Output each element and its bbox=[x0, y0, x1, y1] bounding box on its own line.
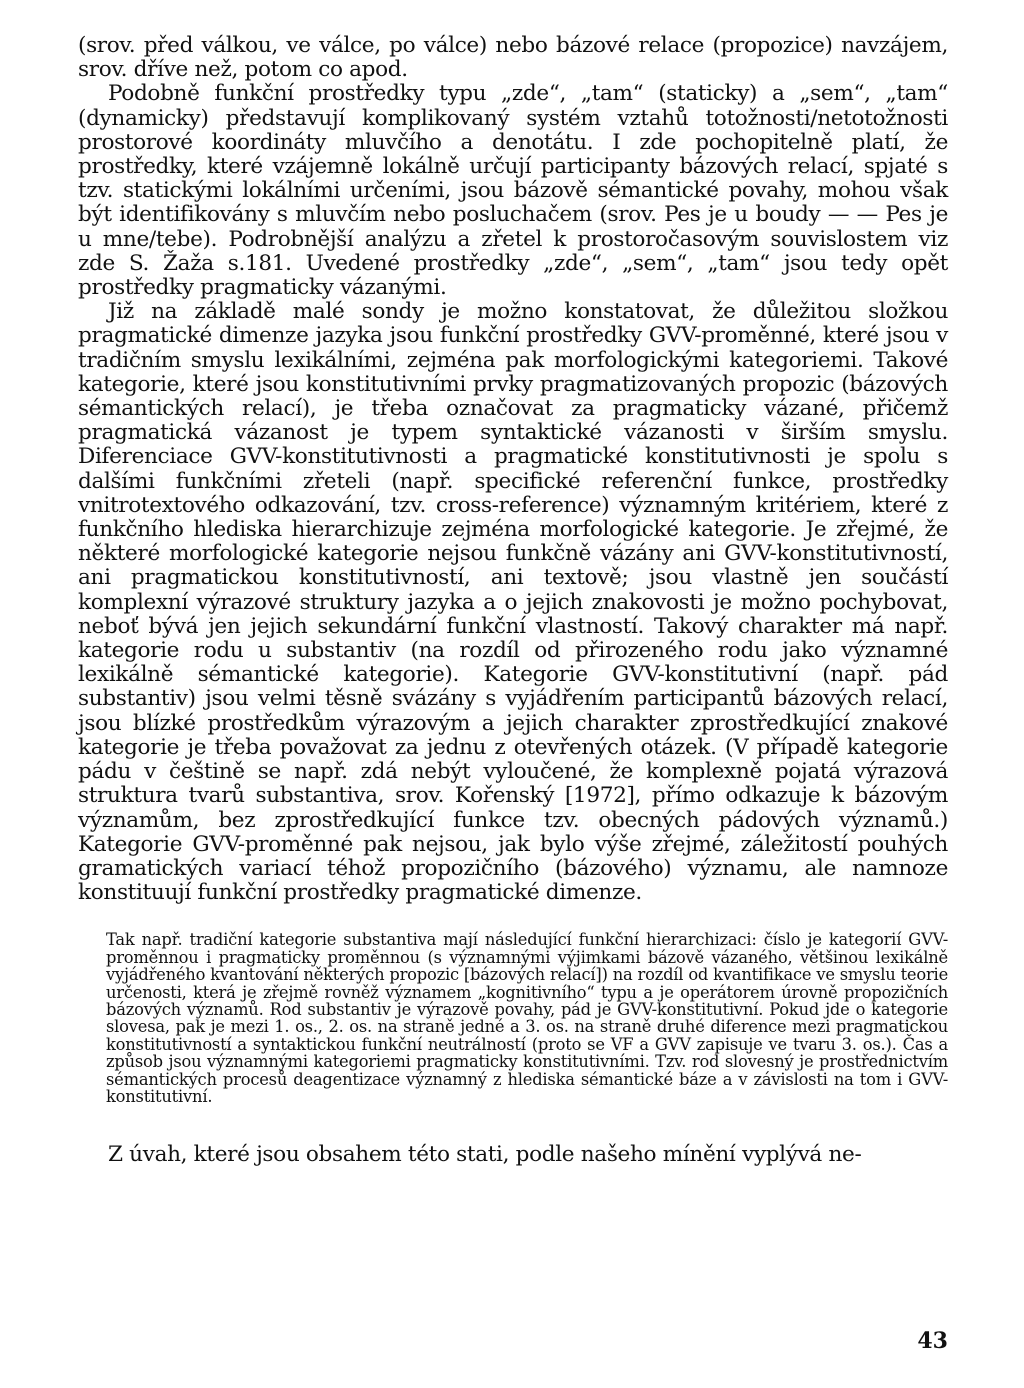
paragraph-2: Podobně funkční prostředky typu „zde“, „tam“ (staticky) a „sem“, „tam“ (dynamicky) představují komplikovaný systém vztahů totožnosti/netotožnosti prostorové koordináty mluvčího a denotátu. I zde pochopitelně platí, že prostředky, které vzájemně lokálně určují participanty bázových relací, spjaté s tzv. statickými lokálními určeními, jsou bázově sémantické povahy, mohou však být identifikovány s mluvčím nebo posluchačem (srov. Pes je u boudy — — Pes je u mne/tebe). Podrobnější analýzu a zřetel k prostoročasovým souvislostem viz zde S. Žaža s.181. Uvedené prostředky „zde“, „sem“, „tam“ jsou tedy opět prostředky pragmaticky vázanými. bbox=[78, 81, 948, 301]
page-number: 43 bbox=[917, 1328, 948, 1354]
page-content bbox=[78, 34, 948, 1167]
paragraph-1: (srov. před válkou, ve válce, po válce) nebo bázové relace (propozice) navzájem, srov. dříve než, potom co apod. bbox=[78, 33, 948, 83]
closing-paragraph: Z úvah, které jsou obsahem této stati, podle našeho mínění vyplývá ne- bbox=[108, 1142, 862, 1168]
paragraph-3: Již na základě malé sondy je možno konstatovat, že důležitou složkou pragmatické dimenze jazyka jsou funkční prostředky GVV-proměnné, které jsou v tradičním smyslu lexikálními, zejména pak morfologickými kategoriemi. Takové kategorie, které jsou konstitutivními prvky pragmatizovaných propozic (bázových sémantických relací), je třeba označovat za pragmaticky vázané, přičemž pragmatická vázanost je typem syntaktické vázanosti v širším smyslu. Diferenciace GVV-konstitutivnosti a pragmatické konstitutivnosti je spolu s dalšími funkčními zřeteli (např. specifické referenční funkce, prostředky vnitrotextového odkazování, tzv. cross-reference) významným kritériem, které z funkčního hlediska hierarchizuje zejména morfologické kategorie. Je zřejmé, že některé morfologické kategorie nejsou funkčně vázány ani GVV-konstitutivností, ani pragmatickou konstitutivností, ani textově; jsou vlastně jen součástí komplexní výrazové struktury jazyka a o jejich znakovosti je možno pochybovat, neboť bývá jen jejich sekundární funkční vlastností. Takový charakter má např. kategorie rodu u substantiv (na rozdíl od přirozeného rodu jako významné lexikálně sémantické kategorie). Kategorie GVV-konstitutivní (např. pád substantiv) jsou velmi těsně svázány s vyjádřením participantů bázových relací, jsou blízké prostředkům výrazovým a jejich charakter zprostředkující znakové kategorie je třeba považovat za jednu z otevřených otázek. (V případě kategorie pádu v češtině se např. zdá nebýt vyloučené, že komplexně pojatá výrazová struktura tvarů substantiva, srov. Kořenský [1972], přímo odkazuje k bázovým významům, bez zprostředkující funkce tzv. obecných pádových významů.) Kategorie GVV-proměnné pak nejsou, jak bylo výše zřejmé, záležitostí pouhých gramatických variací téhož propozičního (bázového) významu, ale namnoze konstituují funkční prostředky pragmatické dimenze. bbox=[78, 299, 948, 906]
footnote-paragraph: Tak např. tradiční kategorie substantiva mají následující funkční hierarchizaci: číslo je kategorií GVV-proměnnou i pragmaticky proměnnou (s významnými výjimkami bázově vázaného, většinou lexikálně vyjádřeného kvantování některých propozic [bázových relací]) na rozdíl od kvantifikace ve smyslu teorie určenosti, která je zřejmě rovněž významem „kognitivního“ typu a je operátorem úrovně propozičních bázových významů. Rod substantiv je výrazově povahy, pád je GVV-konstitutivní. Pokud jde o kategorie slovesa, pak je mezi 1. os., 2. os. na straně jedné a 3. os. na straně druhé diference mezi pragmatickou konstitutivností a syntaktickou funkční neutrálností (proto se VF a GVV zapisuje ve tvaru 3. os.). Čas a způsob jsou významnými kategoriemi pragmaticky konstitutivními. Tzv. rod slovesný je prostřednictvím sémantických procesů deagentizace významný z hlediska sémantické báze a v závislosti na tom i GVV-konstitutivní. bbox=[106, 930, 948, 1106]
